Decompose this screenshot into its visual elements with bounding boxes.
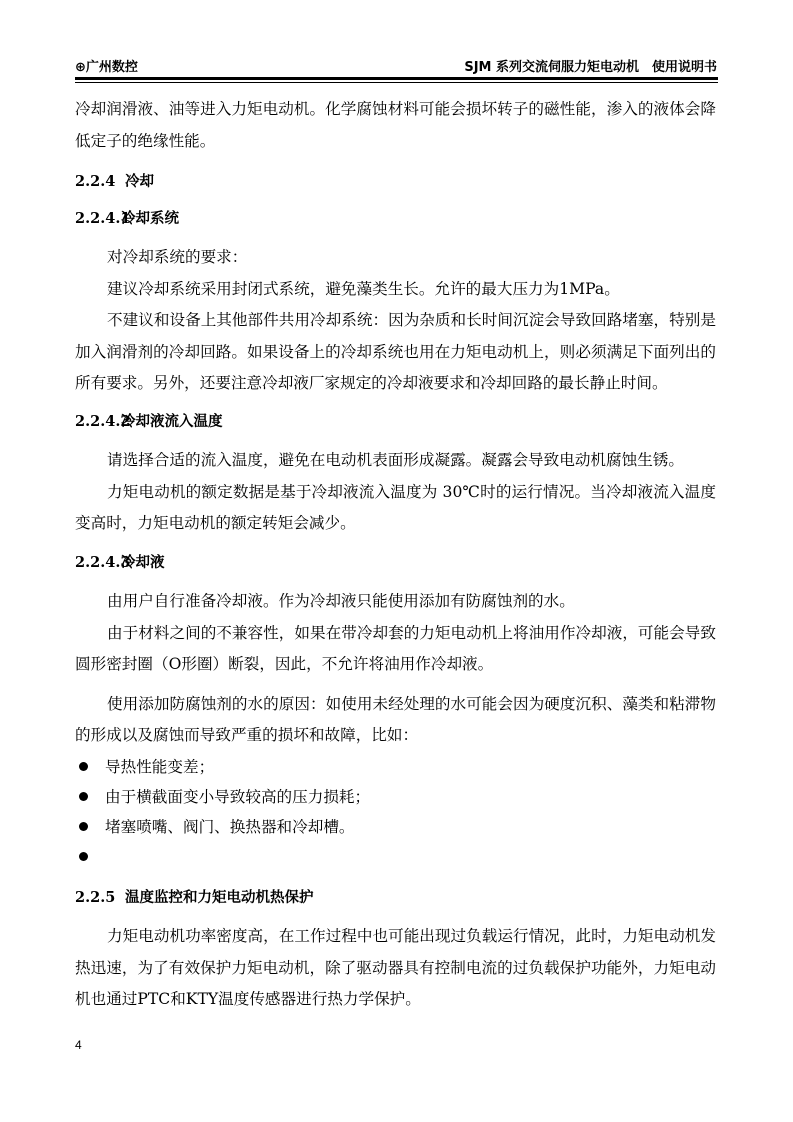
- heading-number: 2.2.4.2: [75, 412, 131, 430]
- heading-title: 冷却系统: [121, 209, 179, 227]
- heading-number: 2.2.4.3: [75, 553, 131, 571]
- paragraph: 力矩电动机功率密度高，在工作过程中也可能出现过负载运行情况，此时，力矩电动机发热迅速，为了有效保护力矩电动机，除了驱动器具有控制电流的过负载保护功能外，力矩电动机也通过PTC和KTY温度传感器进行热力学保护。: [75, 927, 716, 1008]
- heading-2-2-5: [75, 882, 716, 914]
- paragraph: 由用户自行准备冷却液。作为冷却液只能使用添加有防腐蚀剂的水。: [107, 592, 575, 610]
- paragraph: 建议冷却系统采用封闭式系统，避免藻类生长。允许的最大压力为1MPa。: [107, 279, 620, 298]
- page-number: 4: [75, 1037, 82, 1052]
- paragraph: 冷却润滑液、油等进入力矩电动机。化学腐蚀材料可能会损坏转子的磁性能，渗入的液体会降低定子的绝缘性能。: [75, 100, 716, 150]
- header-title: SJM 系列交流伺服力矩电动机 使用说明书: [464, 60, 717, 75]
- heading-title: 冷却: [125, 173, 154, 190]
- paragraph: 力矩电动机的额定数据是基于冷却液流入温度为 30℃时的运行情况。当冷却液流入温度变高时，力矩电动机的额定转矩会减少。: [75, 482, 716, 532]
- heading-2-2-4-3: [75, 547, 716, 579]
- heading-2-2-4-2: [75, 406, 716, 438]
- heading-title: 冷却液流入温度: [121, 412, 223, 430]
- heading-number: 2.2.4: [75, 173, 116, 190]
- list-item-empty: [75, 842, 716, 872]
- list-item: 由于横截面变小导致较高的压力损耗；: [75, 782, 716, 812]
- logo-icon: ⊕: [75, 60, 86, 75]
- paragraph: 不建议和设备上其他部件共用冷却系统：因为杂质和长时间沉淀会导致回路堵塞，特别是加入润滑剂的冷却回路。如果设备上的冷却系统也用在力矩电动机上，则必须满足下面列出的所有要求。另外，还要注意冷却液厂家规定的冷却液要求和冷却回路的最长静止时间。: [75, 311, 716, 392]
- paragraph: 请选择合适的流入温度，避免在电动机表面形成凝露。凝露会导致电动机腐蚀生锈。: [107, 451, 684, 469]
- paragraph: 使用添加防腐蚀剂的水的原因：如使用未经处理的水可能会因为硬度沉积、藻类和粘滞物的形成以及腐蚀而导致严重的损坏和故障，比如：: [75, 694, 716, 744]
- heading-number: 2.2.5: [75, 888, 116, 906]
- logo-text: 广州数控: [85, 60, 138, 75]
- heading-2-2-4: [75, 166, 716, 198]
- heading-title: 冷却液: [121, 553, 165, 571]
- heading-title: 温度监控和力矩电动机热保护: [125, 888, 314, 906]
- list-item: 导热性能变差；: [75, 752, 716, 782]
- heading-number: 2.2.4.1: [75, 209, 131, 227]
- heading-2-2-4-1: [75, 203, 716, 235]
- paragraph: 由于材料之间的不兼容性，如果在带冷却套的力矩电动机上将油用作冷却液，可能会导致圆形密封圈（O形圈）断裂，因此，不允许将油用作冷却液。: [75, 623, 716, 673]
- list-item: 堵塞喷嘴、阀门、换热器和冷却槽。: [75, 812, 716, 842]
- paragraph: 对冷却系统的要求：: [107, 248, 248, 266]
- page-body: [75, 0, 716, 1092]
